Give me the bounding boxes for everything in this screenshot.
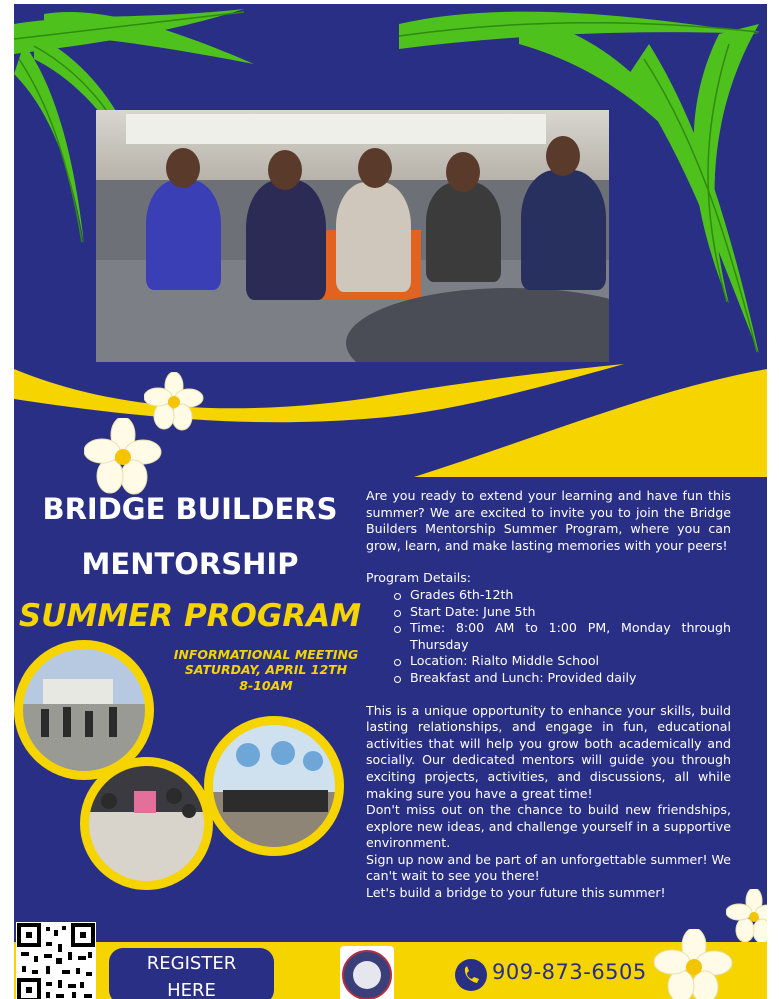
details-list	[392, 587, 731, 687]
register-label: HERE	[167, 980, 216, 999]
intro-paragraph: Are you ready to extend your learning and have fun this summer? We are excited to invite you to join the Bridge Builders Mentorship Summer Program, where you can grow, learn, and make lasting memories with your peers!	[366, 488, 731, 553]
register-label: REGISTER	[146, 953, 237, 974]
photo-circle-group	[204, 716, 344, 856]
hero-photo-students	[96, 110, 609, 362]
register-button[interactable]	[109, 948, 274, 999]
details-heading: Program Details:	[366, 570, 472, 586]
qr-code[interactable]	[16, 922, 96, 999]
phone-icon	[455, 959, 487, 991]
details-item: Breakfast and Lunch: Provided daily	[392, 670, 731, 687]
plumeria-flower-icon	[84, 418, 162, 496]
title-summer-program: SUMMER PROGRAM	[18, 598, 362, 634]
details-item: Time: 8:00 AM to 1:00 PM, Monday through Thursday	[392, 620, 731, 653]
body-paragraph: This is a unique opportunity to enhance your skills, build lasting relationships, and engage in fun, educational activities that will help you grow both academically and socially. Our dedicated mentors will guide you through exciting projects, activities, and discussions, all while making sure you have a great time!	[366, 702, 731, 801]
body-paragraph: Sign up now and be part of an unforgettable summer! We can't wait to see you there!	[366, 851, 731, 884]
meeting-heading: INFORMATIONAL MEETING	[173, 647, 359, 662]
details-item: Location: Rialto Middle School	[392, 653, 731, 670]
program-logo	[340, 946, 394, 999]
details-item: Grades 6th-12th	[392, 587, 731, 604]
photo-circle-indoor	[80, 757, 213, 890]
meeting-date: SATURDAY, APRIL 12TH	[184, 662, 348, 677]
details-item: Start Date: June 5th	[392, 604, 731, 621]
meeting-time: 8-10AM	[239, 678, 293, 693]
body-paragraph: Don't miss out on the chance to build new friendships, explore new ideas, and challenge yourself in a supportive environment.	[366, 802, 731, 851]
title-line-2: MENTORSHIP	[81, 547, 299, 581]
body-paragraph: Let's build a bridge to your future this summer!	[366, 885, 666, 901]
program-description	[366, 488, 731, 902]
title-line-1: BRIDGE BUILDERS	[42, 492, 338, 526]
plumeria-flower-icon	[654, 929, 734, 999]
phone-number[interactable]: 909-873-6505	[492, 960, 647, 984]
